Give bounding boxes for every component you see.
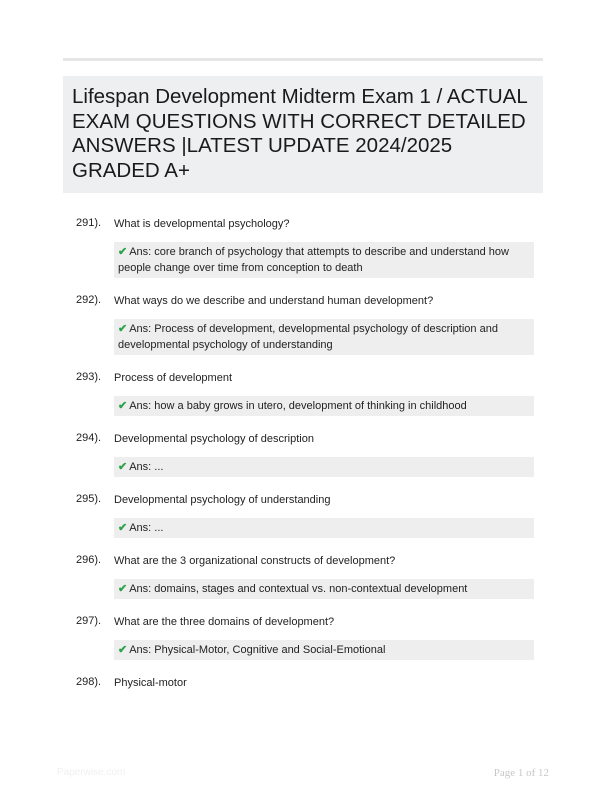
question-text: What is developmental psychology? <box>114 218 290 230</box>
title-box <box>63 76 543 193</box>
question-item <box>0 430 606 477</box>
question-text: Physical-motor <box>114 677 187 689</box>
question-item <box>0 369 606 416</box>
question-item <box>0 491 606 538</box>
question-item <box>0 215 606 278</box>
answer-text: Ans: ... <box>129 461 164 473</box>
check-icon: ✔ <box>118 522 128 534</box>
top-divider <box>63 58 543 61</box>
answer-text: Ans: core branch of psychology that attempts to describe and understand how people change over time from conception to death <box>118 246 509 274</box>
question-number: 298). <box>76 676 102 688</box>
check-icon: ✔ <box>118 583 128 595</box>
question-text: Process of development <box>114 372 233 384</box>
question-number: 297). <box>76 615 102 627</box>
question-text: What ways do we describe and understand human development? <box>114 295 434 307</box>
answer-box <box>114 579 534 599</box>
check-icon: ✔ <box>118 644 128 656</box>
question-number: 296). <box>76 554 102 566</box>
answer-box <box>114 242 534 278</box>
question-number: 292). <box>76 294 102 306</box>
page-number: Page 1 of 12 <box>493 767 549 779</box>
answer-text: Ans: Physical-Motor, Cognitive and Social-Emotional <box>129 644 386 656</box>
question-text: Developmental psychology of description <box>114 433 314 445</box>
question-item <box>0 292 606 355</box>
check-icon: ✔ <box>118 400 128 412</box>
question-text: What are the three domains of development? <box>114 616 335 628</box>
answer-box <box>114 518 534 538</box>
answer-text: Ans: ... <box>129 522 164 534</box>
question-item <box>0 552 606 599</box>
question-number: 291). <box>76 217 102 229</box>
question-item <box>0 613 606 660</box>
question-number: 295). <box>76 493 102 505</box>
question-number: 293). <box>76 371 102 383</box>
question-text: Developmental psychology of understanding <box>114 494 331 506</box>
question-list <box>0 215 606 706</box>
footer-watermark: Paperwise.com <box>57 767 126 778</box>
answer-text: Ans: Process of development, developmental psychology of description and developmental psychology of understanding <box>118 323 498 351</box>
answer-box <box>114 396 534 416</box>
check-icon: ✔ <box>118 461 128 473</box>
question-item <box>0 674 606 692</box>
answer-box <box>114 319 534 355</box>
answer-box <box>114 640 534 660</box>
question-number: 294). <box>76 432 102 444</box>
question-text: What are the 3 organizational constructs of development? <box>114 555 396 567</box>
document-title: Lifespan Development Midterm Exam 1 / ACTUAL EXAM QUESTIONS WITH CORRECT DETAILED ANSWERS |LATEST UPDATE 2024/2025 GRADED A+ <box>72 85 527 182</box>
answer-text: Ans: domains, stages and contextual vs. non-contextual development <box>129 583 468 595</box>
answer-box <box>114 457 534 477</box>
check-icon: ✔ <box>118 323 128 335</box>
answer-text: Ans: how a baby grows in utero, development of thinking in childhood <box>129 400 467 412</box>
check-icon: ✔ <box>118 246 128 258</box>
